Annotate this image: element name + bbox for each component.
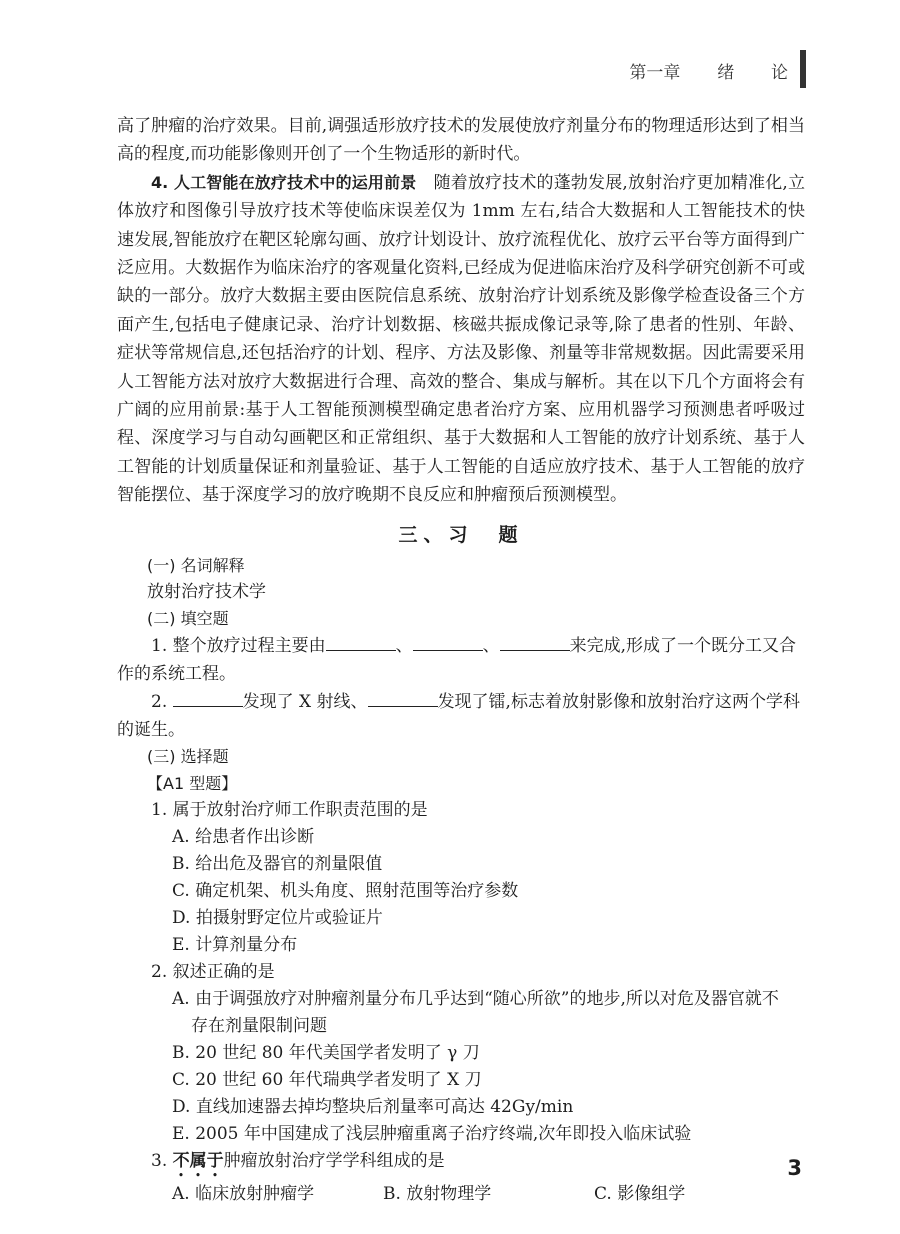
- chapter-title-b: 论: [771, 63, 788, 83]
- part2-heading: (二) 填空题: [147, 608, 229, 628]
- blank-field: [173, 688, 243, 707]
- header-rule: [800, 50, 806, 88]
- option-item: C. 20 世纪 60 年代瑞典学者发明了 X 刀: [172, 1070, 482, 1091]
- paragraph-body: 随着放疗技术的蓬勃发展,放射治疗更加精准化,立体放疗和图像引导放疗技术等使临床误差仅为 1mm 左右,结合大数据和人工智能技术的快速发展,智能放疗在靶区轮廓勾画、放疗计划设计、放疗流程优化、放疗云平台等方面得到广泛应用。大数据作为临床治疗的客观量化资料,已经成为促进临床治疗及科学研究创新不可或缺的一部分。放疗大数据主要由医院信息系统、放射治疗计划系统及影像学检查设备三个方面产生,包括电子健康记录、治疗计划数据、核磁共振成像记录等,除了患者的性别、年龄、症状等常规信息,还包括治疗的计划、程序、方法及影像、剂量等非常规数据。因此需要采用人工智能方法对放疗大数据进行合理、高效的整合、集成与解析。其在以下几个方面将会有广阔的应用前景:基于人工智能预测模型确定患者治疗方案、应用机器学习预测患者呼吸过程、深度学习与自动勾画靶区和正常组织、基于大数据和人工智能的放疗计划系统、基于人工智能的计划质量保证和剂量验证、基于人工智能的自适应放疗技术、基于人工智能的放疗智能摆位、基于深度学习的放疗晚期不良反应和肿瘤预后预测模型。: [117, 172, 805, 506]
- question-2-stem: 2. 叙述正确的是: [151, 962, 275, 983]
- option-item-continuation: 存在剂量限制问题: [191, 1016, 327, 1037]
- option-item: D. 直线加速器去掉均整块后剂量率可高达 42Gy/min: [172, 1097, 574, 1118]
- paragraph-continuation: 高了肿瘤的治疗效果。目前,调强适形放疗技术的发展使放疗剂量分布的物理适形达到了相当高的程度,而功能影像则开创了一个生物适形的新时代。: [117, 116, 805, 165]
- question-type-label: 【A1 型题】: [147, 773, 238, 793]
- option-item: B. 给出危及器官的剂量限值: [172, 854, 383, 875]
- option-item: A. 由于调强放疗对肿瘤剂量分布几乎达到“随心所欲”的地步,所以对危及器官就不: [172, 989, 779, 1010]
- paragraph-ai-prospects: [117, 169, 805, 510]
- paragraph-lead: 4. 人工智能在放疗技术中的运用前景: [151, 172, 417, 192]
- option-item: C. 影像组学: [594, 1184, 686, 1205]
- blank-field: [500, 632, 570, 651]
- chapter-title-a: 绪: [717, 63, 735, 83]
- option-item: D. 拍摄射野定位片或验证片: [172, 908, 383, 929]
- option-item: A. 临床放射肿瘤学: [172, 1184, 315, 1205]
- chapter-label: 第一章: [629, 63, 681, 83]
- blank-field: [326, 632, 396, 651]
- page-content: [117, 112, 805, 1208]
- section-title: 三、习 题: [398, 523, 524, 546]
- blank-field: [368, 688, 438, 707]
- part3-heading: (三) 选择题: [147, 747, 229, 767]
- option-item: B. 放射物理学: [383, 1184, 492, 1205]
- running-header: [629, 58, 788, 83]
- term-item: 放射治疗技术学: [147, 582, 266, 603]
- option-item: E. 2005 年中国建成了浅层肿瘤重离子治疗终端,次年即投入临床试验: [172, 1124, 692, 1145]
- option-row: [117, 1181, 805, 1208]
- option-item: A. 给患者作出诊断: [172, 827, 315, 848]
- blank-field: [413, 632, 483, 651]
- part1-heading: (一) 名词解释: [147, 555, 245, 575]
- option-item: B. 20 世纪 80 年代美国学者发明了 γ 刀: [172, 1043, 480, 1064]
- question-3-stem: 3. 不属于肿瘤放射治疗学学科组成的是: [151, 1151, 445, 1172]
- emphasis-text: 不属于: [172, 1151, 224, 1172]
- option-item: E. 计算剂量分布: [172, 935, 298, 956]
- fill-question-1: 1. 整个放疗过程主要由 、 、 来完成,形成了一个既分工又合作的系统工程。: [117, 632, 805, 688]
- page-number: 3: [787, 1156, 802, 1180]
- option-item: C. 确定机架、机头角度、照射范围等治疗参数: [172, 881, 519, 902]
- question-1-stem: 1. 属于放射治疗师工作职责范围的是: [151, 800, 428, 821]
- fill-question-2: 2. 发现了 X 射线、 发现了镭,标志着放射影像和放射治疗这两个学科的诞生。: [117, 688, 805, 744]
